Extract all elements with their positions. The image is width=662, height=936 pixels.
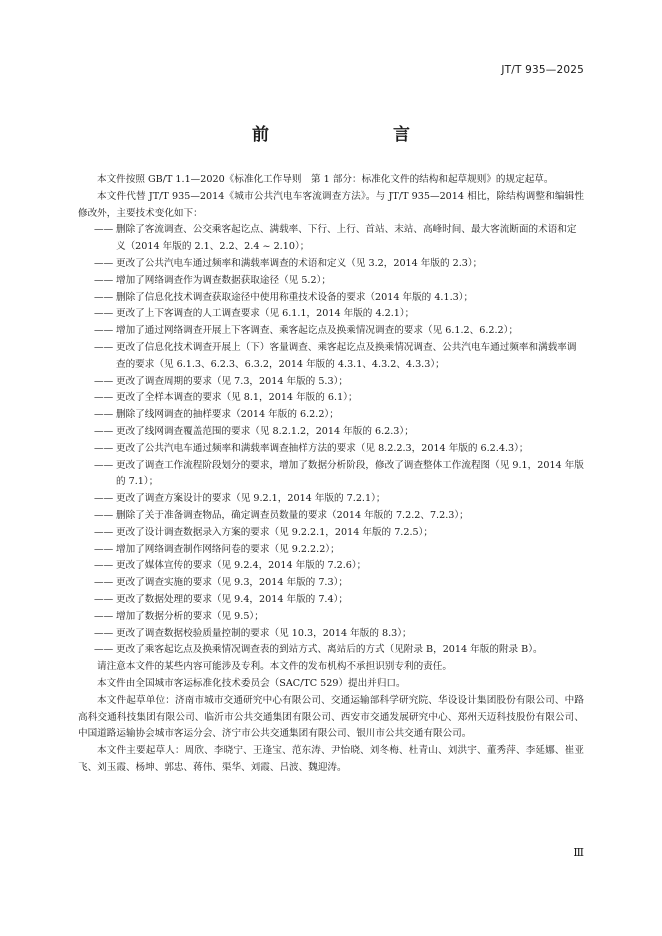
change-list-item: [78, 407, 584, 424]
dash-marker: ——: [94, 257, 114, 269]
dash-marker: ——: [94, 577, 114, 589]
dash-marker: ——: [94, 593, 114, 605]
change-list-item: [78, 558, 584, 575]
change-list-item: [78, 491, 584, 508]
dash-marker: ——: [94, 375, 114, 387]
change-list-item: [78, 508, 584, 525]
change-text: 删除了线网调查的抽样要求（2014 年版的 6.2.2）；: [116, 409, 339, 421]
dash-marker: ——: [94, 409, 114, 421]
change-text: 更改了乘客起讫点及换乘情况调查表的到站方式、离站后的方式（见附录 B，2014 年版的附录 B）。: [116, 644, 543, 656]
dash-marker: ——: [94, 644, 114, 656]
document-body: [78, 172, 584, 777]
change-list-item: [78, 575, 584, 592]
dash-marker: ——: [94, 274, 114, 286]
change-text: 更改了数据处理的要求（见 9.4，2014 年版的 7.4）；: [116, 593, 348, 605]
change-text: 更改了公共汽电车通过频率和满载率调查的术语和定义（见 3.2，2014 年版的 2.3）；: [116, 257, 483, 269]
change-text: 更改了设计调查数据录入方案的要求（见 9.2.2.1，2014 年版的 7.2.5）；: [116, 526, 433, 538]
change-list-item: [78, 525, 584, 542]
change-text: 增加了通过网络调查开展上下客调查、乘客起讫点及换乘情况调查的要求（见 6.1.2、6.2.2）；: [116, 325, 519, 337]
change-text: 更改了全样本调查的要求（见 8.1，2014 年版的 6.1）；: [116, 392, 358, 404]
change-text: 更改了公共汽电车通过频率和满载率调查抽样方法的要求（见 8.2.2.3，2014 年版的 6.2.4.3）；: [116, 442, 529, 454]
dash-marker: ——: [94, 526, 114, 538]
change-text: 更改了媒体宣传的要求（见 9.2.4，2014 年版的 7.2.6）；: [116, 560, 367, 572]
dash-marker: ——: [94, 425, 114, 437]
change-list-item: [78, 290, 584, 307]
change-list-item: [78, 222, 584, 256]
dash-marker: ——: [94, 224, 114, 236]
dash-marker: ——: [94, 543, 114, 555]
paragraph: 本文件按照 GB/T 1.1—2020《标准化工作导则 第 1 部分：标准化文件的结构和起草规则》的规定起草。: [97, 174, 554, 185]
dash-marker: ——: [94, 509, 114, 521]
change-list-item: [78, 273, 584, 290]
change-text: 更改了信息化技术调查开展上（下）客量调查、乘客起讫点及换乘情况调查、公共汽电车通过频率和满载率调查的要求（见 6.1.3、6.2.3、6.3.2，2014 年版的 4.3.1、4.3.2、4.3.3）；: [116, 341, 577, 370]
change-text: 更改了上下客调查的人工调查要求（见 6.1.1，2014 年版的 4.2.1）；: [116, 308, 415, 320]
dash-marker: ——: [94, 291, 114, 303]
change-list-item: [78, 374, 584, 391]
change-list-item: [78, 642, 584, 659]
change-text: 增加了网络调查制作网络问卷的要求（见 9.2.2.2）；: [116, 543, 340, 555]
change-list-item: [78, 340, 584, 374]
change-list-item: [78, 626, 584, 643]
page-title: 前 言: [252, 125, 440, 145]
change-text: 更改了调查方案设计的要求（见 9.2.1，2014 年版的 7.2.1）；: [116, 493, 386, 505]
dash-marker: ——: [94, 493, 114, 505]
paragraph: 请注意本文件的某些内容可能涉及专利。本文件的发布机构不承担识别专利的责任。: [97, 661, 452, 673]
change-text: 删除了客流调查、公交乘客起讫点、满载率、下行、上行、首站、末站、高峰时间、最大客流断面的术语和定义（2014 年版的 2.1、2.2、2.4 ~ 2.10）；: [116, 224, 577, 253]
dash-marker: ——: [94, 560, 114, 572]
dash-marker: ——: [94, 459, 114, 471]
change-list-item: [78, 390, 584, 407]
dash-marker: ——: [94, 341, 114, 353]
change-list-item: [78, 424, 584, 441]
change-list-item: [78, 592, 584, 609]
change-list-item: [78, 306, 584, 323]
changes-list: [78, 222, 584, 659]
change-text: 增加了网络调查作为调查数据获取途径（见 5.2）；: [116, 274, 331, 286]
paragraph: 本文件代替 JT/T 935—2014《城市公共汽电车客流调查方法》。与 JT/T 935—2014 相比，除结构调整和编辑性修改外，主要技术变化如下：: [78, 190, 584, 219]
change-list-item: [78, 609, 584, 626]
change-list-item: [78, 458, 584, 492]
change-text: 更改了调查实施的要求（见 9.3，2014 年版的 7.3）；: [116, 577, 348, 589]
dash-marker: ——: [94, 610, 114, 622]
dash-marker: ——: [94, 308, 114, 320]
change-text: 更改了调查周期的要求（见 7.3，2014 年版的 5.3）；: [116, 375, 348, 387]
change-text: 删除了关于准备调查物品，确定调查员数量的要求（2014 年版的 7.2.2、7.2.3）；: [116, 509, 469, 521]
change-text: 更改了线网调查覆盖范围的要求（见 8.2.1.2，2014 年版的 6.2.3）；: [116, 425, 414, 437]
dash-marker: ——: [94, 627, 114, 639]
paragraph: 本文件主要起草人：周欣、李晓宁、王逢宝、范东涛、尹怡晓、刘冬梅、杜青山、刘洪宇、董秀萍、李延娜、崔亚飞、刘玉霞、杨坤、郭忠、蒋伟、渠华、刘霞、吕波、魏迎涛。: [78, 745, 584, 773]
paragraph: 本文件起草单位：济南市城市交通研究中心有限公司、交通运输部科学研究院、华设设计集团股份有限公司、中路高科交通科技集团有限公司、临沂市公共交通集团有限公司、西安市交通发展研究中心、郑州天迈科技股份有限公司、中国道路运输协会城市客运分会、济宁市公共交通集团有限公司、银川市公共交通有限公司。: [78, 694, 584, 740]
change-list-item: [78, 256, 584, 273]
change-text: 更改了调查工作流程阶段划分的要求，增加了数据分析阶段，修改了调查整体工作流程图（见 9.1，2014 年版的 7.1）；: [116, 459, 584, 488]
change-text: 删除了信息化技术调查获取途径中使用称重技术设备的要求（2014 年版的 4.1.3）；: [116, 291, 474, 303]
change-list-item: [78, 542, 584, 559]
change-text: 增加了数据分析的要求（见 9.5）；: [116, 610, 264, 622]
standard-code: JT/T 935—2025: [501, 64, 584, 76]
dash-marker: ——: [94, 325, 114, 337]
change-list-item: [78, 323, 584, 340]
dash-marker: ——: [94, 392, 114, 404]
paragraph: 本文件由全国城市客运标准化技术委员会（SAC/TC 529）提出并归口。: [97, 677, 406, 689]
dash-marker: ——: [94, 442, 114, 454]
change-text: 更改了调查数据校验质量控制的要求（见 10.3，2014 年版的 8.3）；: [116, 627, 412, 639]
change-list-item: [78, 441, 584, 458]
page-number: Ⅲ: [573, 846, 584, 859]
